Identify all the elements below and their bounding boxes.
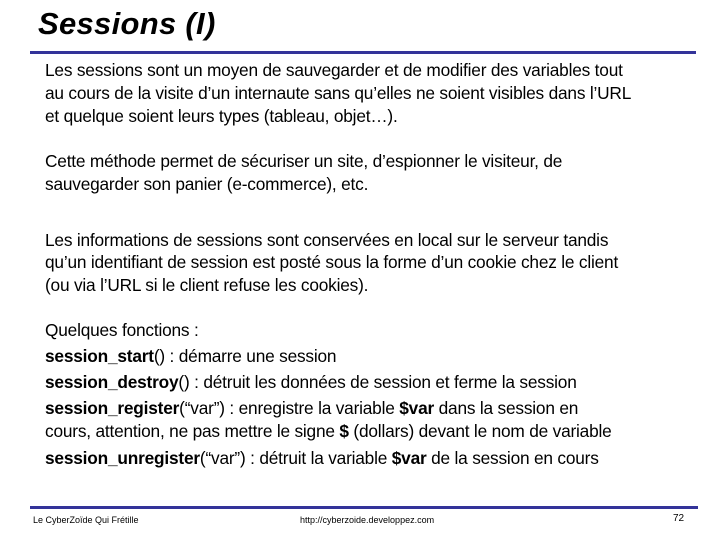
functions-intro: Quelques fonctions : (45, 320, 199, 340)
paragraph-2-line: Cette méthode permet de sécuriser un site, d’espionner le visiteur, de (45, 151, 563, 171)
paragraph-3-line: (ou via l’URL si le client refuse les cookies). (45, 275, 369, 295)
function-session-unregister (45, 448, 599, 469)
function-paren: () (178, 372, 190, 392)
paragraph-1-line: au cours de la visite d’un internaute sans qu’elles ne soient visibles dans l’URL (45, 83, 632, 103)
variable-name: $var (399, 398, 435, 418)
paragraph-3-line: qu’un identifiant de session est posté sous la forme d’un cookie chez le client (45, 252, 619, 272)
function-session-start (45, 346, 336, 367)
function-desc: : détruit les données de session et ferme la session (189, 372, 577, 392)
function-desc: dans la session en (434, 398, 579, 418)
dollar-sign: $ (339, 421, 349, 441)
page-number: 72 (673, 513, 685, 524)
title-rule (30, 51, 696, 54)
function-desc: de la session en cours (426, 448, 599, 468)
paragraph-1-line: et quelque soient leurs types (tableau, objet…). (45, 106, 398, 126)
slide-title: Sessions (I) (38, 6, 216, 41)
function-session-register (45, 398, 578, 419)
function-paren: () (153, 346, 165, 366)
function-desc: cours, attention, ne pas mettre le signe (45, 421, 340, 441)
footer-url: http://cyberzoide.developpez.com (300, 515, 435, 525)
function-name: session_register (45, 398, 180, 418)
paragraph-1-line: Les sessions sont un moyen de sauvegarder et de modifier des variables tout (45, 60, 623, 80)
function-session-register-cont (45, 421, 612, 442)
paragraph-3-line: Les informations de sessions sont conservées en local sur le serveur tandis (45, 230, 609, 250)
footer-author: Le CyberZoïde Qui Frétille (33, 515, 139, 525)
function-session-destroy (45, 372, 577, 393)
function-desc: : démarre une session (164, 346, 337, 366)
function-paren: (“var”) (179, 398, 225, 418)
paragraph-2-line: sauvegarder son panier (e-commerce), etc. (45, 174, 369, 194)
variable-name: $var (391, 448, 427, 468)
function-desc: : enregistre la variable (224, 398, 400, 418)
function-name: session_destroy (45, 372, 179, 392)
function-desc: : détruit la variable (245, 448, 392, 468)
footer-rule (30, 506, 698, 509)
function-paren: (“var”) (199, 448, 246, 468)
function-name: session_start (45, 346, 154, 366)
function-desc: (dollars) devant le nom de variable (348, 421, 612, 441)
function-name: session_unregister (45, 448, 200, 468)
